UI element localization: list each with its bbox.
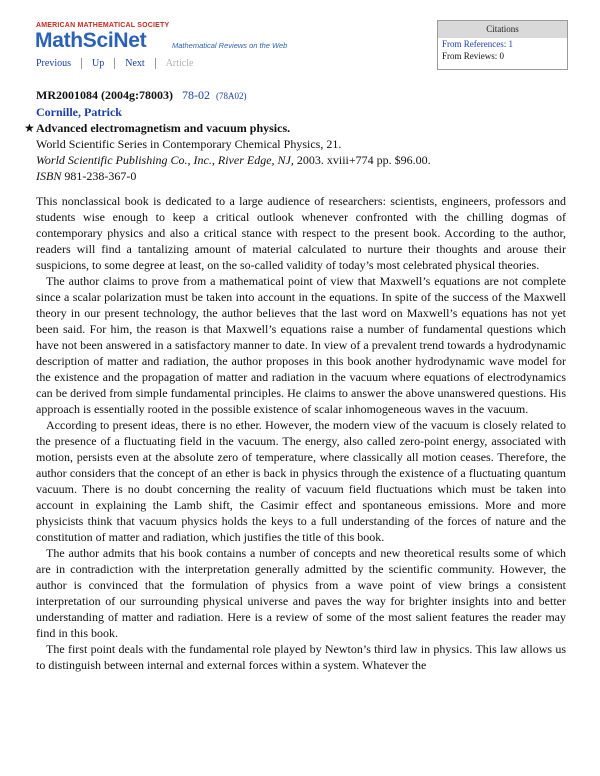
review-paragraph: The first point deals with the fundamental role played by Newton’s third law in physics. This law allows us to distinguish between internal and external forces within a system. Whatever the (36, 642, 566, 672)
review-record (24, 87, 566, 673)
mr-number: MR2001084 (2004g:78003) (36, 88, 173, 102)
previous-link[interactable]: Previous (36, 58, 71, 69)
review-paragraph: The author admits that his book contains a number of concepts and new theoretical results some of which are in contradiction with the interpretation generally admitted by the scientific community. However, the author is convinced that the formulation of physics from a wave point of view brings a consistent interpretation of our surrounding physical universe and paves the way for brighter insights into and better understanding of matter and radiation. Here is a review of some of the most salient features the reader may find in this book. (36, 546, 566, 640)
star-icon: ★ (24, 121, 35, 135)
review-paragraph: The author claims to prove from a mathematical point of view that Maxwell’s equations are not complete since a scalar polarization must be taken into account in the equations. In spite of the success of the Maxwell theory in our present technology, the author believes that the last word on Maxwell’s equations has not yet been said. For him, the reason is that Maxwell’s equations raise a number of fundamental questions which have not been answered in a satisfactory manner to date. In view of a prevalent trend towards a hydrodynamic description of matter and radiation, the author proposes in this book another hydrodynamic wave model for the existence and the propagation of matter and radiation in the vacuum where equations of electrodynamics can be derived from simple fundamental principles. He claims to answer the above unanswered questions. His approach is essentially rooted in the possible existence of scalar inhomogeneous waves in the vacuum. (36, 274, 566, 416)
review-paragraph: This nonclassical book is dedicated to a large audience of researchers: scientists, engineers, professors and students wise enough to keep a critical outlook whenever confronted with the chilling dogmas of contemporary physics and also a critical stance with respect to the present book. According to the author, readers will find a tantalizing amount of material calculated to nurture their thoughts and arouse their suspicions, to some degree at least, on the so-called validity of today’s most celebrated physical theories. (36, 194, 566, 272)
nav-divider (114, 58, 115, 69)
nav-divider (155, 58, 156, 69)
article-link-disabled: Article (165, 58, 194, 69)
citations-box (437, 20, 568, 70)
classification-link[interactable]: 78-02 (181, 88, 210, 102)
record-navigation (36, 58, 193, 69)
book-title: Advanced electromagnetism and vacuum physics. (36, 121, 291, 135)
ams-label: AMERICAN MATHEMATICAL SOCIETY (36, 22, 170, 29)
publication-details: 2003. xviii+774 pp. $96.00. (296, 153, 431, 167)
secondary-classification-link[interactable]: (78A02) (215, 91, 247, 101)
review-paragraph: According to present ideas, there is no ether. However, the modern view of the vacuum is closely related to the presence of a fluctuating field in the vacuum. The energy, also called zero-point energy, associated with motion, persists even at the absolute zero of temperature, where classically all motion ceases. Therefore, the author considers that the concept of an ether is back in physics through the existence of a fluctuating quantum vacuum. There is no doubt concerning the reality of vacuum field fluctuations which must be taken into account in explaining the Lamb shift, the Casimir effect and spontaneous emissions. More and more physicists think that vacuum physics holds the keys to a full understanding of the forces of nature and the constitution of matter and radiation, which justifies the title of this book. (36, 418, 566, 544)
isbn-value: 981-238-367-0 (64, 169, 137, 183)
mathscinet-logo[interactable]: MathSciNet (35, 29, 147, 52)
author-link[interactable]: Cornille, Patrick (36, 105, 122, 119)
publisher: World Scientific Publishing Co., Inc., River Edge, NJ, (36, 153, 294, 167)
next-link[interactable]: Next (125, 58, 145, 69)
from-reviews: From Reviews: 0 (442, 51, 504, 61)
isbn-label: ISBN (36, 169, 62, 183)
logo-tagline: Mathematical Reviews on the Web (172, 41, 288, 50)
from-references-link[interactable]: From References: 1 (442, 39, 513, 49)
nav-divider (81, 58, 82, 69)
review-body (36, 193, 566, 673)
series-line: World Scientific Series in Contemporary Chemical Physics, 21. (36, 137, 342, 151)
up-link[interactable]: Up (92, 58, 105, 69)
citations-title: Citations (438, 21, 567, 38)
